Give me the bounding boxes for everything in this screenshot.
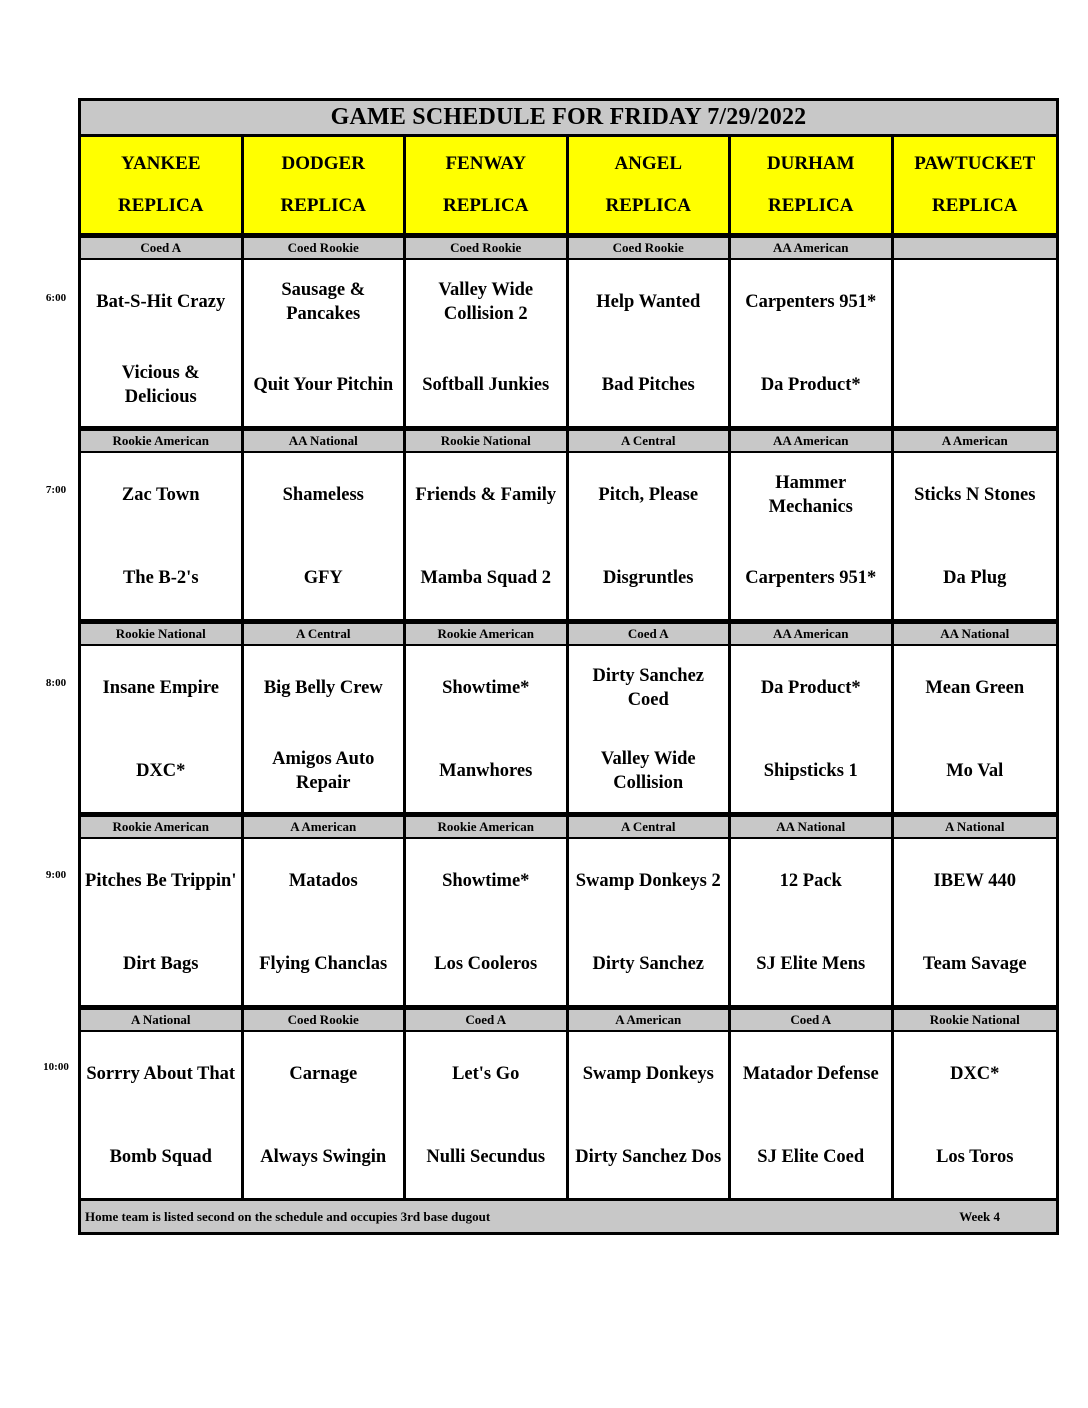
division-label: A National	[81, 1010, 244, 1030]
home-team: Dirt Bags	[122, 953, 199, 974]
time-label: 9:00	[45, 869, 67, 881]
field-header-row	[81, 137, 1056, 236]
schedule-footer	[81, 1201, 1056, 1232]
division-label	[894, 238, 1057, 258]
field-header	[569, 137, 732, 233]
schedule-title: GAME SCHEDULE FOR FRIDAY 7/29/2022	[81, 101, 1056, 137]
game-cell	[406, 646, 569, 812]
away-team: Big Belly Crew	[263, 677, 383, 698]
game-cell	[894, 260, 1057, 426]
game-cell	[81, 453, 244, 619]
division-label: Rookie National	[81, 624, 244, 644]
division-row	[81, 429, 1056, 453]
division-row	[81, 1008, 1056, 1032]
home-team: Vicious & Delicious	[121, 362, 200, 407]
home-team: Shipsticks 1	[763, 760, 858, 781]
field-header	[244, 137, 407, 233]
game-cell	[569, 260, 732, 426]
game-cell	[244, 839, 407, 1005]
division-label: Coed Rookie	[569, 238, 732, 258]
home-team: GFY	[303, 567, 343, 588]
division-label: AA National	[244, 431, 407, 451]
game-cell	[81, 646, 244, 812]
field-name: FENWAY	[445, 153, 527, 174]
field-sub: REPLICA	[931, 195, 1018, 216]
home-team: Bomb Squad	[109, 1146, 212, 1167]
away-team: Mean Green	[925, 677, 1025, 698]
home-team: Softball Junkies	[422, 374, 550, 395]
away-team: Sorrry About That	[86, 1063, 236, 1084]
division-label: A Central	[244, 624, 407, 644]
home-team: The B-2's	[122, 567, 199, 588]
games-row	[81, 260, 1056, 429]
game-cell	[406, 1032, 569, 1198]
game-cell	[894, 1032, 1057, 1198]
time-label: 10:00	[43, 1061, 69, 1073]
game-cell	[569, 453, 732, 619]
home-team: DXC*	[136, 760, 186, 781]
home-team: Mamba Squad 2	[420, 567, 552, 588]
away-team: Friends & Family	[415, 484, 557, 505]
away-team: Carpenters 951*	[745, 291, 877, 312]
field-sub: REPLICA	[767, 195, 854, 216]
home-team: Carpenters 951*	[745, 567, 877, 588]
game-cell	[406, 453, 569, 619]
game-cell	[731, 646, 894, 812]
away-team: Dirty Sanchez Coed	[592, 665, 704, 710]
division-label: Coed A	[731, 1010, 894, 1030]
field-name: DURHAM	[766, 153, 855, 174]
away-team: Matador Defense	[742, 1063, 879, 1084]
time-label: 8:00	[45, 677, 67, 689]
home-team: Da Plug	[943, 567, 1007, 588]
field-sub: REPLICA	[442, 195, 529, 216]
game-cell	[81, 260, 244, 426]
division-label: Rookie American	[81, 431, 244, 451]
away-team: Shameless	[282, 484, 364, 505]
division-row	[81, 622, 1056, 646]
division-label: A National	[944, 819, 1005, 834]
away-team: Bat-S-Hit Crazy	[96, 291, 226, 312]
away-team	[894, 260, 1057, 343]
game-cell	[731, 839, 894, 1005]
games-row	[81, 839, 1056, 1008]
division-label: Rookie National	[929, 1012, 1020, 1027]
footer-note: Home team is listed second on the schedule and occupies 3rd base dugout	[85, 1208, 491, 1224]
games-row	[81, 646, 1056, 815]
division-label: Coed A	[406, 1010, 569, 1030]
division-label: Coed Rookie	[244, 1010, 407, 1030]
home-team: Disgruntles	[603, 567, 694, 588]
division-label: Rookie American	[406, 817, 569, 837]
home-team: SJ Elite Mens	[756, 953, 866, 974]
away-team: DXC*	[950, 1063, 1000, 1084]
field-header	[731, 137, 894, 233]
home-team: SJ Elite Coed	[757, 1146, 865, 1167]
field-sub: REPLICA	[117, 195, 204, 216]
away-team: 12 Pack	[779, 870, 842, 891]
division-label: AA American	[731, 431, 894, 451]
away-team: Da Product*	[760, 677, 861, 698]
game-cell	[81, 1032, 244, 1198]
away-team: Pitch, Please	[598, 484, 699, 505]
field-name: DODGER	[281, 153, 365, 174]
away-team: Zac Town	[121, 484, 200, 505]
home-team: Nulli Secundus	[426, 1146, 546, 1167]
time-label: 7:00	[45, 484, 67, 496]
away-team: Sticks N Stones	[914, 484, 1036, 505]
time-slots	[81, 236, 1056, 1201]
home-team	[894, 343, 1057, 426]
away-team: Swamp Donkeys 2	[575, 870, 721, 891]
away-team: Let's Go	[452, 1063, 520, 1084]
division-label: A Central	[569, 431, 732, 451]
week-label: Week 4	[959, 1208, 1000, 1224]
division-label: Coed A	[569, 624, 732, 644]
home-team: Valley Wide Collision	[600, 748, 696, 793]
game-cell	[244, 453, 407, 619]
division-label: AA American	[731, 238, 894, 258]
home-team: Bad Pitches	[601, 374, 695, 395]
division-label: A Central	[569, 817, 732, 837]
game-cell	[731, 453, 894, 619]
field-name: ANGEL	[614, 153, 683, 174]
home-team: Da Product*	[760, 374, 861, 395]
away-team: Carnage	[289, 1063, 358, 1084]
division-row	[81, 236, 1056, 260]
field-name: PAWTUCKET	[914, 153, 1036, 174]
game-cell	[731, 1032, 894, 1198]
field-name: YANKEE	[120, 153, 201, 174]
home-team: Los Toros	[936, 1146, 1014, 1167]
home-team: Mo Val	[946, 760, 1004, 781]
game-cell	[81, 839, 244, 1005]
home-team: Flying Chanclas	[259, 953, 388, 974]
away-team: Showtime*	[442, 677, 530, 698]
game-cell	[894, 839, 1057, 1005]
away-team: Matados	[288, 870, 358, 891]
game-cell	[244, 1032, 407, 1198]
division-label: AA National	[940, 626, 1010, 641]
game-cell	[406, 839, 569, 1005]
game-cell	[894, 646, 1057, 812]
home-team: Dirty Sanchez	[592, 953, 704, 974]
division-label: Rookie American	[406, 624, 569, 644]
division-label: Rookie American	[81, 817, 244, 837]
division-label: Rookie National	[406, 431, 569, 451]
home-team: Quit Your Pitchin	[253, 374, 394, 395]
away-team: Swamp Donkeys	[582, 1063, 714, 1084]
game-cell	[244, 260, 407, 426]
games-row	[81, 1032, 1056, 1201]
division-label: A American	[941, 433, 1008, 448]
home-team: Team Savage	[922, 953, 1027, 974]
game-cell	[569, 646, 732, 812]
games-row	[81, 453, 1056, 622]
game-cell	[569, 839, 732, 1005]
division-label: Coed Rookie	[406, 238, 569, 258]
home-team: Dirty Sanchez Dos	[575, 1146, 722, 1167]
division-label: AA National	[731, 817, 894, 837]
away-team: Hammer Mechanics	[768, 472, 853, 517]
game-cell	[894, 453, 1057, 619]
division-label: Coed A	[81, 238, 244, 258]
schedule-table	[78, 98, 1059, 1235]
game-cell	[244, 646, 407, 812]
home-team: Los Cooleros	[434, 953, 538, 974]
away-team: Pitches Be Trippin'	[85, 870, 237, 891]
home-team: Amigos Auto Repair	[272, 748, 375, 793]
time-label: 6:00	[45, 292, 67, 304]
division-row	[81, 815, 1056, 839]
away-team: Sausage & Pancakes	[281, 279, 366, 324]
away-team: Valley Wide Collision 2	[438, 279, 534, 324]
away-team: Help Wanted	[596, 291, 701, 312]
field-header	[894, 137, 1057, 233]
game-cell	[569, 1032, 732, 1198]
field-sub: REPLICA	[605, 195, 691, 216]
home-team: Manwhores	[439, 760, 533, 781]
game-cell	[731, 260, 894, 426]
division-label: Coed Rookie	[244, 238, 407, 258]
field-header	[81, 137, 244, 233]
field-sub: REPLICA	[280, 195, 366, 216]
field-header	[406, 137, 569, 233]
game-cell	[406, 260, 569, 426]
away-team: Showtime*	[442, 870, 530, 891]
division-label: A American	[244, 817, 407, 837]
away-team: IBEW 440	[933, 870, 1016, 891]
division-label: AA American	[731, 624, 894, 644]
home-team: Always Swingin	[260, 1146, 387, 1167]
division-label: A American	[569, 1010, 732, 1030]
away-team: Insane Empire	[102, 677, 219, 698]
